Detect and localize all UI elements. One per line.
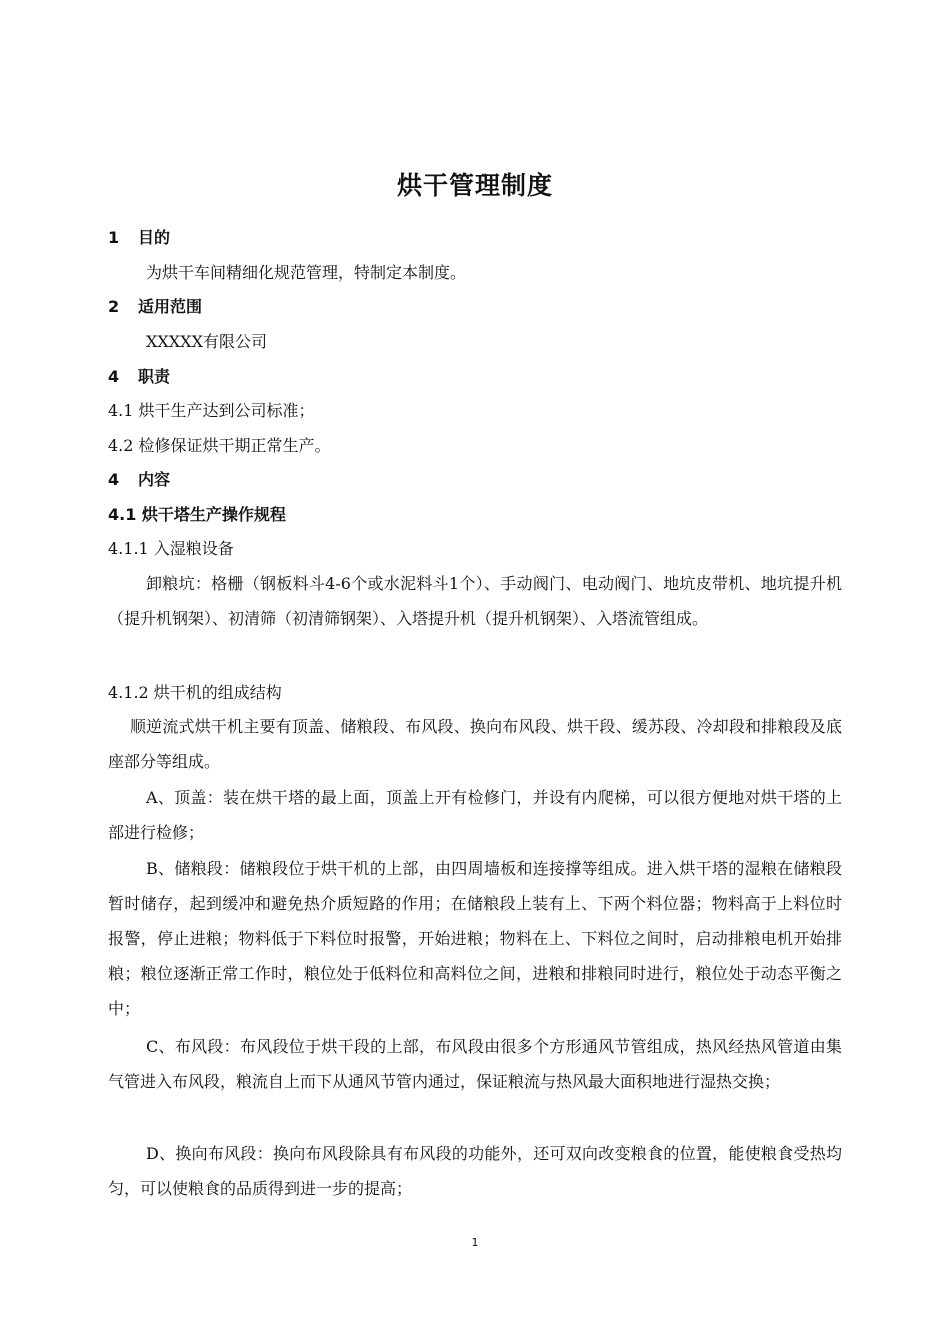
section-title: 职责 (138, 367, 171, 386)
scope-text: XXXXX有限公司 (146, 332, 267, 351)
paragraph-air-distribution: C、布风段：布风段位于烘干段的上部，布风段由很多个方形通风节管组成，热风经热风管道由集气管进入布风段，粮流自上而下从通风节管内通过，保证粮流与热风最大面积地进行湿热交换； (108, 1037, 842, 1091)
section-title: 适用范围 (138, 297, 203, 316)
subsubsection-heading: 4.1.1 入湿粮设备 (108, 539, 234, 558)
section-number: 1 (108, 228, 120, 247)
paragraph-top-cover: A、顶盖：装在烘干塔的最上面，顶盖上开有检修门，并设有内爬梯，可以很方便地对烘干塔的上部进行检修； (108, 788, 842, 842)
page-number: 1 (471, 1236, 479, 1249)
section-heading-content (108, 469, 842, 491)
purpose-text: 为烘干车间精细化规范管理，特制定本制度。 (146, 263, 467, 282)
section-number: 2 (108, 297, 120, 316)
section-number: 4 (108, 367, 120, 386)
section-title: 目的 (138, 228, 171, 247)
paragraph-reversing-air-distribution: D、换向布风段：换向布风段除具有布风段的功能外，还可双向改变粮食的位置，能使粮食受热均匀，可以使粮食的品质得到进一步的提高； (108, 1144, 842, 1198)
section-heading-duties (108, 366, 842, 388)
section-number: 4 (108, 470, 120, 489)
duty-item: 4.1 烘干生产达到公司标准； (108, 401, 315, 420)
subsubsection-heading: 4.1.2 烘干机的组成结构 (108, 683, 282, 702)
subsection-heading: 4.1 烘干塔生产操作规程 (108, 505, 286, 524)
duty-item: 4.2 检修保证烘干期正常生产。 (108, 436, 331, 455)
paragraph-dryer-structure: 顺逆流式烘干机主要有顶盖、储粮段、布风段、换向布风段、烘干段、缓苏段、冷却段和排粮段及底座部分等组成。 (108, 717, 842, 771)
paragraph-unloading-pit: 卸粮坑：格栅（钢板料斗4-6个或水泥料斗1个）、手动阀门、电动阀门、地坑皮带机、地坑提升机（提升机钢架）、初清筛（初清筛钢架）、入塔提升机（提升机钢架）、入塔流管组成。 (108, 574, 842, 628)
section-title: 内容 (138, 470, 171, 489)
section-heading-purpose (108, 227, 842, 249)
paragraph-storage-section: B、储粮段：储粮段位于烘干机的上部，由四周墙板和连接撑等组成。进入烘干塔的湿粮在储粮段暂时储存，起到缓冲和避免热介质短路的作用；在储粮段上装有上、下两个料位器；物料高于上料位时报警，停止进粮；物料低于下料位时报警，开始进粮；物料在上、下料位之间时，启动排粮电机开始排粮；粮位逐渐正常工作时，粮位处于低料位和高料位之间，进粮和排粮同时进行，粮位处于动态平衡之中； (108, 859, 842, 1018)
page-title: 烘干管理制度 (396, 171, 553, 200)
section-heading-scope (108, 296, 842, 318)
